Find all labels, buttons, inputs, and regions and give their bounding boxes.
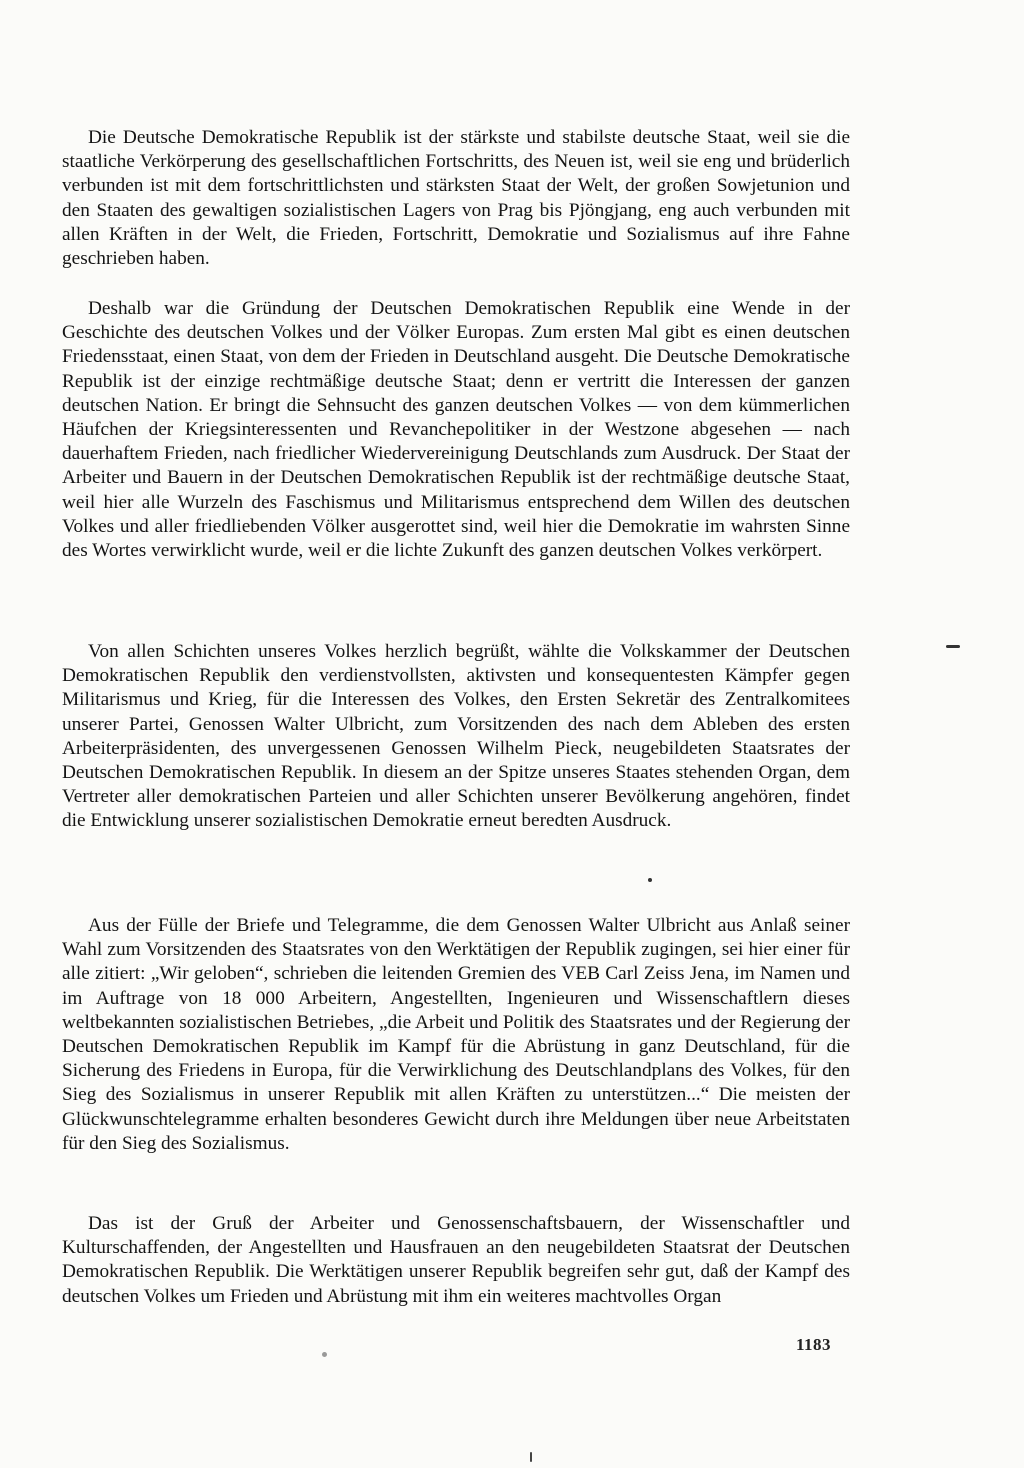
scan-speck [648,878,652,882]
paragraph-5: Das ist der Gruß der Arbeiter und Genossenschaftsbauern, der Wissenschaftler und Kulturschaffenden, der Angestellten und Hausfrauen an den neugebildeten Staatsrat der Deutschen Demokratischen Republik. Die Werktätigen unserer Republik begreifen sehr gut, daß der Kampf des deutschen Volkes um Frieden und Abrüstung mit ihm ein weiteres machtvolles Organ [62,1213,850,1307]
scan-speck [946,645,960,648]
paragraph-3: Von allen Schichten unseres Volkes herzlich begrüßt, wählte die Volkskammer der Deutschen Demokratischen Republik den verdienstvollsten, aktivsten und konsequentesten Kämpfer gegen Militarismus und Krieg, für die Interessen des Volkes, den Ersten Sekretär des Zentralkomitees unserer Partei, Genossen Walter Ulbricht, zum Vorsitzenden des nach dem Ableben des ersten Arbeiterpräsidenten, des unvergessenen Genossen Wilhelm Pieck, neugebildeten Staatsrates der Deutschen Demokratischen Republik. In diesem an der Spitze unseres Staates stehenden Organ, dem Vertreter aller demokratischen Parteien und aller Schichten unserer Bevölkerung angehören, findet die Entwicklung unserer sozialistischen Demokratie erneut beredten Ausdruck. [62,641,850,832]
scan-speck [530,1452,532,1462]
paragraph-2: Deshalb war die Gründung der Deutschen Demokratischen Republik eine Wende in der Geschichte des deutschen Volkes und der Völker Europas. Zum ersten Mal gibt es einen deutschen Friedensstaat, einen Staat, von dem der Frieden in Deutschland ausgeht. Die Deutsche Demokratische Republik ist der einzige rechtmäßige deutsche Staat; denn er vertritt die Interessen der ganzen deutschen Nation. Er bringt die Sehnsucht des ganzen deutschen Volkes — von dem kümmerlichen Häufchen der Kriegsinteressenten und Revanchepolitiker in der Westzone abgesehen — nach dauerhaftem Frieden, nach friedlicher Wiedervereinigung Deutschlands zum Ausdruck. Der Staat der Arbeiter und Bauern in der Deutschen Demokratischen Republik ist der rechtmäßige deutsche Staat, weil hier alle Wurzeln des Faschismus und Militarismus entsprechend dem Willen des deutschen Volkes und aller friedliebenden Völker ausgerottet sind, weil hier die Demokratie im wahrsten Sinne des Wortes verwirklicht wurde, weil er die lichte Zukunft des ganzen deutschen Volkes verkörpert. [62,298,850,562]
page-number: 1183 [796,1335,832,1354]
paragraph-1: Die Deutsche Demokratische Republik ist der stärkste und stabilste deutsche Staat, weil sie die staatliche Verkörperung des gesellschaftlichen Fortschritts, des Neuen ist, weil sie eng und brüderlich verbunden ist mit dem fortschrittlichsten und stärksten Staat der Welt, der großen Sowjetunion und den Staaten des gewaltigen sozialistischen Lagers von Prag bis Pjöngjang, eng auch verbunden mit allen Kräften in der Welt, die Frieden, Fortschritt, Demokratie und Sozialismus auf ihre Fahne geschrieben haben. [62,127,850,270]
paragraph-4: Aus der Fülle der Briefe und Telegramme, die dem Genossen Walter Ulbricht aus Anlaß seiner Wahl zum Vorsitzenden des Staatsrates von den Werktätigen der Republik zugingen, sei hier einer für alle zitiert: „Wir geloben“, schrieben die leitenden Gremien des VEB Carl Zeiss Jena, im Namen und im Auftrage von 18 000 Arbeitern, Angestellten, Ingenieuren und Wissenschaftlern dieses weltbekannten sozialistischen Betriebes, „die Arbeit und Politik des Staatsrates und der Regierung der Deutschen Demokratischen Republik im Kampf für die Abrüstung in ganz Deutschland, für die Sicherung des Friedens in Europa, für die Verwirklichung des Deutschlandplans des Volkes, für den Sieg des Sozialismus in unserer Republik mit allen Kräften zu unterstützen...“ Die meisten der Glückwunschtelegramme erhalten besonderes Gewicht durch ihre Meldungen über neue Arbeitstaten für den Sieg des Sozialismus. [62,915,850,1154]
body-text [62,126,850,1334]
scan-speck [322,1352,327,1357]
